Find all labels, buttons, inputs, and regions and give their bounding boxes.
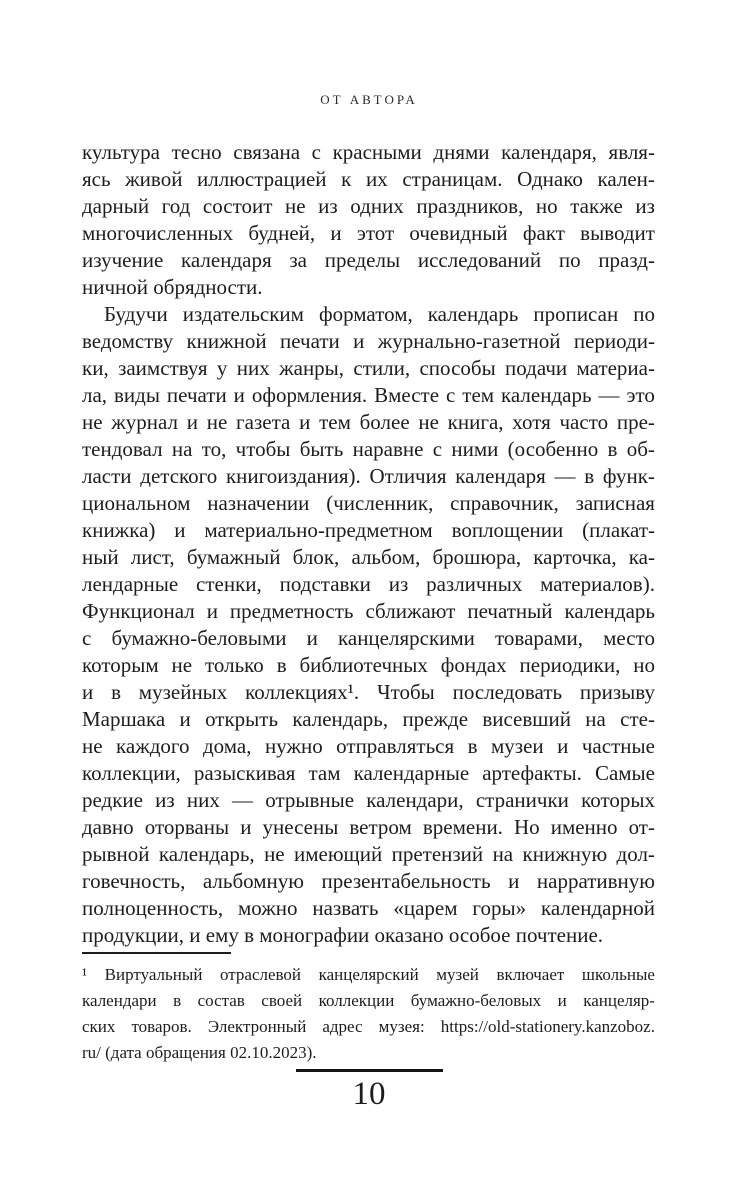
text-line: книжка) и материально-предметном воплощении (плакат- [82,518,655,542]
text-line: рывной календарь, не имеющий претензий на книжную дол- [82,842,655,866]
text-line: говечность, альбомную презентабельность и нарративную [82,869,655,893]
text-line: культура тесно связана с красными днями календаря, явля- [82,140,655,164]
text-line: ских товаров. Электронный адрес музея: https://old-stationery.kanzoboz. [82,1017,655,1036]
text-line: не журнал и не газета и тем более не книга, хотя часто пре- [82,410,655,434]
page-number: 10 [352,1076,386,1112]
text-line: коллекции, разыскивая там календарные артефакты. Самые [82,761,655,785]
text-line: календари в состав своей коллекции бумажно-беловых и канцеляр- [82,991,655,1010]
text-line: редкие из них — отрывные календари, странички которых [82,788,655,812]
footnote-separator-rule [82,952,231,954]
text-line: циональном назначении (численник, справочник, записная [82,491,655,515]
text-line: изучение календаря за пределы исследований по празд- [82,248,655,272]
text-line: ный лист, бумажный блок, альбом, брошюра, карточка, ка- [82,545,655,569]
text-line: давно оторваны и унесены ветром времени. Но именно от- [82,815,655,839]
text-line: которым не только в библиотечных фондах периодики, но [82,653,655,677]
page-number-rule [296,1069,443,1072]
text-line: ласти детского книгоиздания). Отличия календаря — в функ- [82,464,655,488]
text-line: Будучи издательским форматом, календарь прописан по [104,302,655,326]
text-line: ru/ (дата обращения 02.10.2023). [82,1043,317,1062]
text-line: и в музейных коллекциях¹. Чтобы последовать призыву [82,680,655,704]
text-line: лендарные стенки, подставки из различных материалов). [82,572,655,596]
text-line: дарный год состоит не из одних праздников, но также из [82,194,655,218]
text-line: ла, виды печати и оформления. Вместе с тем календарь — это [82,383,655,407]
footnote [82,962,655,1066]
text-line: Маршака и открыть календарь, прежде висевший на сте- [82,707,655,731]
running-header: ОТ АВТОРА [320,92,418,107]
text-line: многочисленных будней, и этот очевидный факт выводит [82,221,655,245]
text-line: с бумажно-беловыми и канцелярскими товарами, место [82,626,655,650]
body-text [82,139,655,949]
text-line: ведомству книжной печати и журнально-газетной периоди- [82,329,655,353]
text-line: ки, заимствуя у них жанры, стили, способы подачи материа- [82,356,655,380]
text-line: продукции, и ему в монографии оказано особое почтение. [82,923,604,947]
text-line: тендовал на то, чтобы быть наравне с ними (особенно в об- [82,437,655,461]
text-line: полноценность, можно назвать «царем горы» календарной [82,896,655,920]
text-line: ничной обрядности. [82,275,263,299]
text-line: Функционал и предметность сближают печатный календарь [82,599,655,623]
text-line: ¹ Виртуальный отраслевой канцелярский музей включает школьные [82,965,655,984]
text-line: ясь живой иллюстрацией к их страницам. Однако кален- [82,167,655,191]
text-line: не каждого дома, нужно отправляться в музеи и частные [82,734,655,758]
